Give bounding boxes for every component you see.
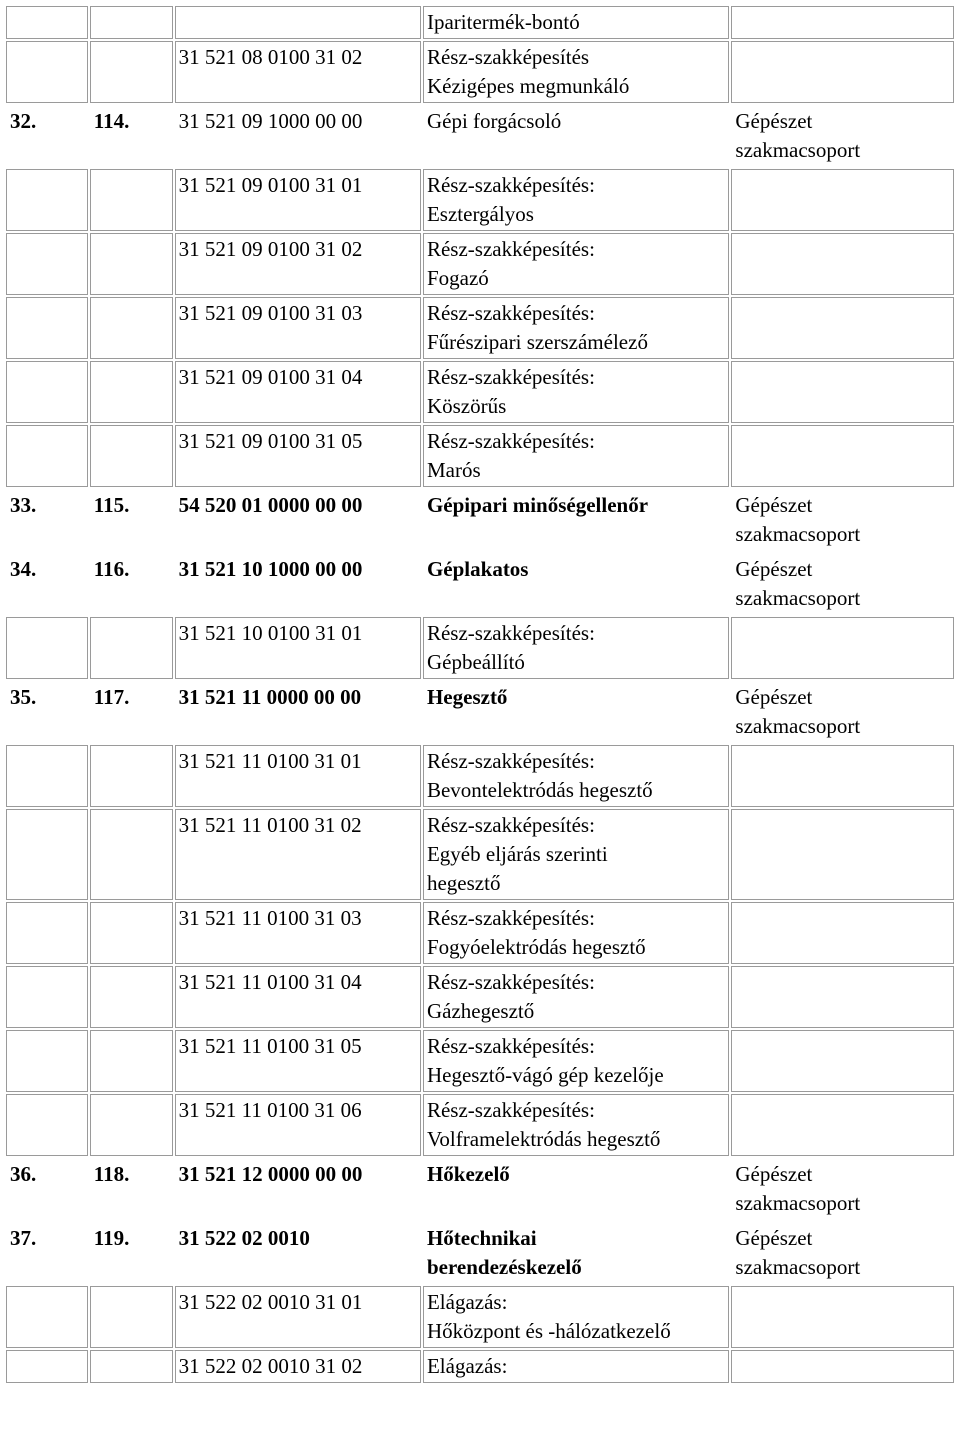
empty-cell <box>731 233 954 295</box>
qualification-name-text: Elágazás: Hőközpont és -hálózatkezelő <box>426 1290 671 1343</box>
okj-code <box>175 169 421 231</box>
qualification-name-text: Hőkezelő <box>426 1162 510 1186</box>
qualification-name-text: Rész-szakképesítés: Esztergályos <box>426 173 595 226</box>
register-number-text: 119. <box>93 1226 130 1250</box>
sub-qualification-row <box>6 297 954 359</box>
okj-code <box>175 1286 421 1348</box>
okj-code-text: 31 521 11 0100 31 02 <box>178 813 362 837</box>
sub-qualification-row <box>6 169 954 231</box>
sub-qualification-row <box>6 41 954 103</box>
sub-qualification-row <box>6 361 954 423</box>
qualification-name-text: Rész-szakképesítés: Marós <box>426 429 595 482</box>
empty-cell <box>731 617 954 679</box>
row-number <box>6 105 88 167</box>
empty-cell <box>90 169 173 231</box>
empty-cell <box>731 361 954 423</box>
okj-code <box>175 233 421 295</box>
empty-cell <box>6 6 88 39</box>
qualification-name <box>423 105 729 167</box>
qualification-name <box>423 681 729 743</box>
empty-cell <box>6 297 88 359</box>
sub-qualification-row <box>6 902 954 964</box>
qualification-name <box>423 1030 729 1092</box>
empty-cell <box>90 297 173 359</box>
profession-group-text: Gépészet szakmacsoport <box>735 109 861 162</box>
profession-group <box>731 1158 954 1220</box>
okj-code <box>175 1030 421 1092</box>
okj-code-text: 31 521 09 0100 31 01 <box>178 173 363 197</box>
qualification-name <box>423 297 729 359</box>
empty-cell <box>6 1094 88 1156</box>
okj-code-text: 31 521 09 0100 31 03 <box>178 301 363 325</box>
row-number-text: 36. <box>10 1162 37 1186</box>
empty-cell <box>6 1030 88 1092</box>
empty-cell <box>90 745 173 807</box>
empty-cell <box>731 745 954 807</box>
sub-qualification-row <box>6 1030 954 1092</box>
profession-group-text: Gépészet szakmacsoport <box>735 557 861 610</box>
okj-code-text: 31 521 11 0000 00 00 <box>178 685 362 709</box>
okj-code <box>175 553 421 615</box>
qualification-name-text: Rész-szakképesítés Kézigépes megmunkáló <box>426 45 630 98</box>
okj-code-text: 31 521 09 0100 31 02 <box>178 237 363 261</box>
okj-code-text: 31 521 11 0100 31 05 <box>178 1034 362 1058</box>
sub-qualification-row <box>6 1094 954 1156</box>
row-number <box>6 681 88 743</box>
register-number <box>90 681 173 743</box>
register-number-text: 117. <box>93 685 130 709</box>
qualification-name <box>423 902 729 964</box>
qualification-table-body <box>6 6 954 1383</box>
okj-code <box>175 489 421 551</box>
empty-cell <box>731 809 954 900</box>
qualification-name-text: Rész-szakképesítés: Gázhegesztő <box>426 970 595 1023</box>
empty-cell <box>90 6 173 39</box>
empty-cell <box>6 361 88 423</box>
qualification-row <box>6 1222 954 1284</box>
qualification-name-text: Rész-szakképesítés: Köszörűs <box>426 365 595 418</box>
empty-cell <box>90 233 173 295</box>
okj-code-text: 31 521 12 0000 00 00 <box>178 1162 363 1186</box>
profession-group-text: Gépészet szakmacsoport <box>735 685 861 738</box>
empty-cell <box>6 1286 88 1348</box>
qualification-row <box>6 105 954 167</box>
okj-code <box>175 1350 421 1383</box>
qualification-name <box>423 553 729 615</box>
empty-cell <box>6 41 88 103</box>
okj-code <box>175 6 421 39</box>
qualification-name-text: Hegesztő <box>426 685 508 709</box>
empty-cell <box>90 1350 173 1383</box>
okj-code <box>175 361 421 423</box>
profession-group <box>731 1222 954 1284</box>
profession-group-text: Gépészet szakmacsoport <box>735 1162 861 1215</box>
empty-cell <box>6 745 88 807</box>
qualification-row <box>6 681 954 743</box>
qualification-name-text: Rész-szakképesítés: Fogyóelektródás hegesztő <box>426 906 646 959</box>
row-number <box>6 1222 88 1284</box>
sub-qualification-row <box>6 233 954 295</box>
empty-cell <box>6 809 88 900</box>
okj-code-text: 31 521 11 0100 31 03 <box>178 906 362 930</box>
register-number-text: 115. <box>93 493 130 517</box>
okj-code-text: 31 522 02 0010 <box>178 1226 310 1250</box>
okj-code <box>175 681 421 743</box>
empty-cell <box>6 902 88 964</box>
qualification-name-text: Gépipari minőségellenőr <box>426 493 649 517</box>
profession-group <box>731 681 954 743</box>
okj-code-text: 54 520 01 0000 00 00 <box>178 493 363 517</box>
okj-code-text: 31 521 11 0100 31 01 <box>178 749 362 773</box>
qualification-name <box>423 41 729 103</box>
qualification-name <box>423 489 729 551</box>
okj-code <box>175 41 421 103</box>
profession-group-text: Gépészet szakmacsoport <box>735 1226 861 1279</box>
empty-cell <box>6 169 88 231</box>
row-number-text: 33. <box>10 493 37 517</box>
row-number <box>6 1158 88 1220</box>
okj-code-text: 31 521 09 1000 00 00 <box>178 109 363 133</box>
qualification-name <box>423 617 729 679</box>
register-number-text: 114. <box>93 109 130 133</box>
empty-cell <box>731 966 954 1028</box>
okj-code-text: 31 521 10 1000 00 00 <box>178 557 363 581</box>
okj-code-text: 31 522 02 0010 31 02 <box>178 1354 363 1378</box>
sub-qualification-row <box>6 6 954 39</box>
qualification-name-text: Rész-szakképesítés: Fűrészipari szerszámélező <box>426 301 648 354</box>
empty-cell <box>731 169 954 231</box>
empty-cell <box>6 966 88 1028</box>
register-number <box>90 1158 173 1220</box>
empty-cell <box>90 425 173 487</box>
qualification-name-text: Elágazás: <box>426 1354 508 1378</box>
sub-qualification-row <box>6 425 954 487</box>
okj-code <box>175 745 421 807</box>
okj-code-text: 31 521 08 0100 31 02 <box>178 45 363 69</box>
okj-code-text: 31 521 09 0100 31 05 <box>178 429 363 453</box>
row-number-text: 35. <box>10 685 37 709</box>
qualification-row <box>6 553 954 615</box>
okj-code-text: 31 521 10 0100 31 01 <box>178 621 363 645</box>
qualification-row <box>6 1158 954 1220</box>
qualification-name-text: Rész-szakképesítés: Hegesztő-vágó gép kezelője <box>426 1034 664 1087</box>
sub-qualification-row <box>6 1286 954 1348</box>
empty-cell <box>90 966 173 1028</box>
empty-cell <box>6 1350 88 1383</box>
qualification-name-text: Rész-szakképesítés: Egyéb eljárás szerinti hegesztő <box>426 813 608 895</box>
row-number <box>6 489 88 551</box>
row-number-text: 37. <box>10 1226 37 1250</box>
profession-group-text: Gépészet szakmacsoport <box>735 493 861 546</box>
qualification-name-text: Rész-szakképesítés: Gépbeállító <box>426 621 595 674</box>
qualification-name-text: Hőtechnikai berendezéskezelő <box>426 1226 582 1279</box>
qualification-name <box>423 1094 729 1156</box>
empty-cell <box>90 361 173 423</box>
okj-code <box>175 809 421 900</box>
empty-cell <box>90 809 173 900</box>
qualification-name <box>423 1286 729 1348</box>
okj-code <box>175 297 421 359</box>
row-number-text: 32. <box>10 109 37 133</box>
sub-qualification-row <box>6 617 954 679</box>
qualification-name-text: Iparitermék-bontó <box>426 10 580 34</box>
profession-group <box>731 553 954 615</box>
register-number-text: 116. <box>93 557 130 581</box>
sub-qualification-row <box>6 1350 954 1383</box>
qualification-name <box>423 425 729 487</box>
empty-cell <box>731 6 954 39</box>
register-number <box>90 489 173 551</box>
okj-code <box>175 902 421 964</box>
okj-code-text: 31 521 11 0100 31 04 <box>178 970 362 994</box>
empty-cell <box>90 902 173 964</box>
empty-cell <box>6 617 88 679</box>
empty-cell <box>90 1094 173 1156</box>
empty-cell <box>90 41 173 103</box>
okj-code <box>175 1222 421 1284</box>
okj-code-text: 31 521 09 0100 31 04 <box>178 365 363 389</box>
register-number <box>90 105 173 167</box>
register-number <box>90 1222 173 1284</box>
qualification-name <box>423 233 729 295</box>
okj-code <box>175 105 421 167</box>
okj-code <box>175 1158 421 1220</box>
sub-qualification-row <box>6 745 954 807</box>
okj-code-text: 31 522 02 0010 31 01 <box>178 1290 363 1314</box>
empty-cell <box>90 1030 173 1092</box>
qualification-name-text: Rész-szakképesítés: Bevontelektródás hegesztő <box>426 749 653 802</box>
empty-cell <box>6 425 88 487</box>
qualification-name <box>423 1350 729 1383</box>
qualification-name <box>423 809 729 900</box>
qualification-name-text: Gépi forgácsoló <box>426 109 562 133</box>
empty-cell <box>731 297 954 359</box>
empty-cell <box>731 1030 954 1092</box>
qualification-table <box>4 4 956 1385</box>
okj-code <box>175 617 421 679</box>
qualification-name <box>423 1158 729 1220</box>
profession-group <box>731 105 954 167</box>
sub-qualification-row <box>6 809 954 900</box>
qualification-name <box>423 966 729 1028</box>
qualification-name <box>423 1222 729 1284</box>
empty-cell <box>731 41 954 103</box>
okj-code <box>175 1094 421 1156</box>
empty-cell <box>731 425 954 487</box>
empty-cell <box>731 1286 954 1348</box>
sub-qualification-row <box>6 966 954 1028</box>
qualification-name <box>423 169 729 231</box>
qualification-name-text: Géplakatos <box>426 557 529 581</box>
profession-group <box>731 489 954 551</box>
qualification-name-text: Rész-szakképesítés: Volframelektródás hegesztő <box>426 1098 661 1151</box>
empty-cell <box>90 617 173 679</box>
empty-cell <box>731 902 954 964</box>
register-number <box>90 553 173 615</box>
row-number <box>6 553 88 615</box>
register-number-text: 118. <box>93 1162 130 1186</box>
qualification-name-text: Rész-szakképesítés: Fogazó <box>426 237 595 290</box>
empty-cell <box>731 1350 954 1383</box>
qualification-name <box>423 745 729 807</box>
qualification-name <box>423 361 729 423</box>
okj-code <box>175 966 421 1028</box>
okj-code-text: 31 521 11 0100 31 06 <box>178 1098 362 1122</box>
qualification-name <box>423 6 729 39</box>
row-number-text: 34. <box>10 557 37 581</box>
qualification-row <box>6 489 954 551</box>
empty-cell <box>90 1286 173 1348</box>
empty-cell <box>6 233 88 295</box>
empty-cell <box>731 1094 954 1156</box>
okj-code <box>175 425 421 487</box>
